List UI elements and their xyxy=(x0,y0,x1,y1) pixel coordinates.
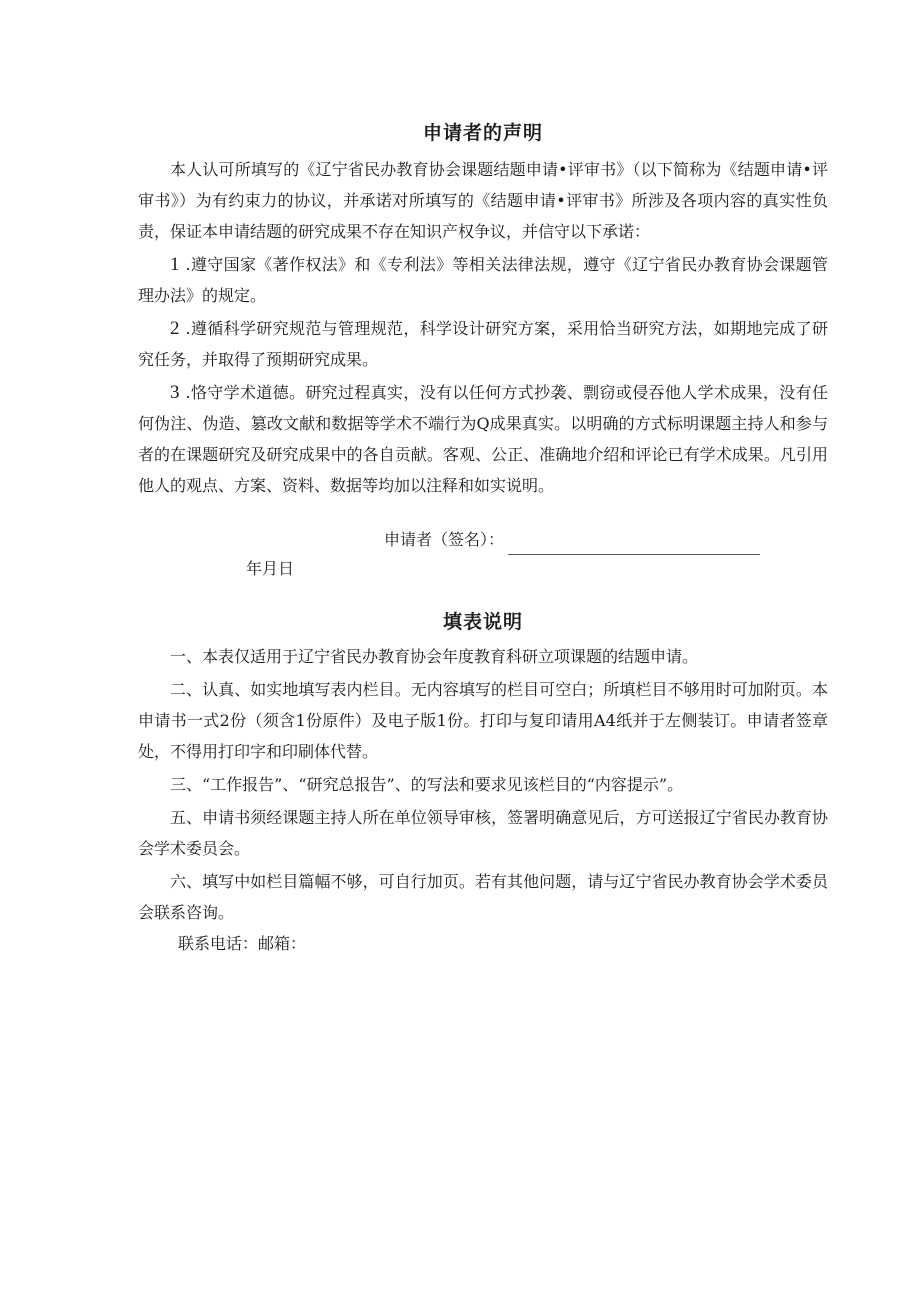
signature-line[interactable] xyxy=(508,532,760,555)
instruction-item: 三、“工作报告”、“研究总报告”、的写法和要求见该栏目的“内容提示”。 xyxy=(170,775,684,794)
instruction-item: 一、本表仅适用于辽宁省民办教育协会年度教育科研立项课题的结题申请。 xyxy=(170,647,699,666)
date-label: 年月日 xyxy=(246,559,295,578)
commitment-item-2 xyxy=(138,313,828,375)
instruction-item: 六、填写中如栏目篇幅不够，可自行加页。若有其他问题，请与辽宁省民办教育协会学术委员会联系咨询。 xyxy=(138,872,828,922)
commitment-number: 1 xyxy=(170,254,180,275)
declaration-title: 申请者的声明 xyxy=(422,122,543,144)
commitment-item-1 xyxy=(138,249,828,311)
commitment-text: .遵循科学研究规范与管理规范，科学设计研究方案，采用恰当研究方法，如期地完成了研究任务，并取得了预期研究成果。 xyxy=(138,319,828,369)
commitment-number: 2 xyxy=(170,318,180,339)
signature-label: 申请者（签名）： xyxy=(384,530,505,549)
signature-row xyxy=(138,525,828,555)
instruction-item: 二、认真、如实地填写表内栏目。无内容填写的栏目可空白；所填栏目不够用时可加附页。本申请书一式2份（须含1份原件）及电子版1份。打印与复印请用A4纸并于左侧装订。申请者签章处，不得用打印字和印刷体代替。 xyxy=(138,680,828,761)
document-page xyxy=(138,118,828,959)
contact-line: 联系电话：邮箱： xyxy=(178,934,307,953)
instructions-title: 填表说明 xyxy=(442,611,523,633)
commitment-text: .遵守国家《著作权法》和《专利法》等相关法律法规，遵守《辽宁省民办教育协会课题管理办法》的规定。 xyxy=(138,255,828,305)
declaration-intro: 本人认可所填写的《辽宁省民办教育协会课题结题申请•评审书》（以下简称为《结题申请•评审书》）为有约束力的协议，并承诺对所填写的《结题申请•评审书》所涉及各项内容的真实性负责，保证本申请结题的研究成果不存在知识产权争议，并信守以下承诺： xyxy=(138,160,828,241)
date-row xyxy=(138,555,828,583)
commitment-item-3 xyxy=(138,377,828,501)
commitment-number: 3 xyxy=(170,382,180,403)
instruction-item: 五、申请书须经课题主持人所在单位领导审核，签署明确意见后，方可送报辽宁省民办教育协会学术委员会。 xyxy=(138,808,828,858)
commitment-text: .恪守学术道德。研究过程真实，没有以任何方式抄袭、剽窃或侵吞他人学术成果，没有任何伪注、伪造、篡改文献和数据等学术不端行为Q成果真实。以明确的方式标明课题主持人和参与者的在课题研究及研究成果中的各自贡献。客观、公正、准确地介绍和评论已有学术成果。凡引用他人的观点、方案、资料、数据等均加以注释和如实说明。 xyxy=(138,383,828,495)
